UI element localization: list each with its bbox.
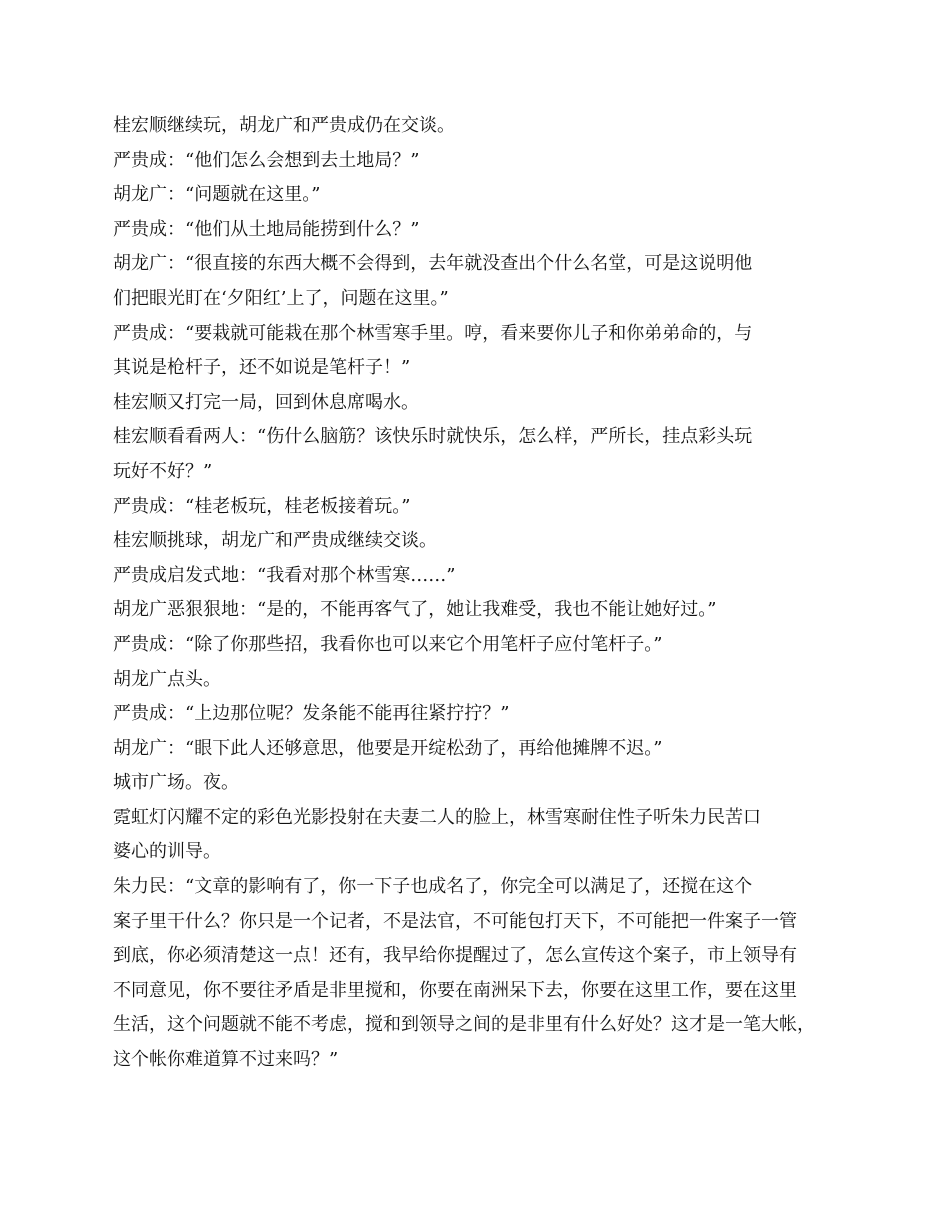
text-line: 桂宏顺又打完一局，回到休息席喝水。 — [113, 391, 419, 413]
text-line: 严贵成：“桂老板玩，桂老板接着玩。” — [113, 495, 411, 517]
text-line: 胡龙广：“很直接的东西大概不会得到，去年就没查出个什么名堂，可是这说明他 — [113, 253, 753, 275]
body-text — [113, 109, 838, 1078]
text-line: 桂宏顺挑球，胡龙广和严贵成继续交谈。 — [113, 530, 437, 552]
text-line: 玩好不好？” — [113, 460, 213, 482]
text-line: 胡龙广点头。 — [113, 668, 221, 690]
text-line: 城市广场。夜。 — [113, 772, 239, 794]
text-line: 生活，这个问题就不能不考虑，搅和到领导之间的是非里有什么好处？这才是一笔大帐， — [113, 1014, 815, 1036]
text-line: 婆心的训导。 — [113, 841, 221, 863]
text-line: 这个帐你难道算不过来吗？” — [113, 1049, 339, 1071]
text-line: 严贵成启发式地：“我看对那个林雪寒……” — [113, 564, 456, 586]
text-line: 胡龙广：“问题就在这里。” — [113, 184, 321, 206]
text-line: 其说是枪杆子，还不如说是笔杆子！” — [113, 357, 411, 379]
text-line: 严贵成：“除了你那些招，我看你也可以来它个用笔杆子应付笔杆子。” — [113, 633, 663, 655]
text-line: 朱力民：“文章的影响有了，你一下子也成名了，你完全可以满足了，还搅在这个 — [113, 876, 753, 898]
text-line: 桂宏顺继续玩，胡龙广和严贵成仍在交谈。 — [113, 115, 455, 136]
text-line: 不同意见，你不要往矛盾是非里搅和，你要在南洲呆下去，你要在这里工作，要在这里 — [113, 979, 797, 1001]
text-line: 胡龙广恶狠狠地：“是的，不能再客气了，她让我难受，我也不能让她好过。” — [113, 599, 717, 621]
text-line: 到底，你必须清楚这一点！还有，我早给你提醒过了，怎么宣传这个案子，市上领导有 — [113, 945, 797, 967]
text-line: 案子里干什么？你只是一个记者，不是法官，不可能包打天下，不可能把一件案子一管 — [113, 910, 797, 932]
text-line: 霓虹灯闪耀不定的彩色光影投射在夫妻二人的脸上，林雪寒耐住性子听朱力民苦口 — [113, 806, 761, 828]
text-line: 桂宏顺看看两人：“伤什么脑筋？该快乐时就快乐，怎么样，严所长，挂点彩头玩 — [113, 426, 753, 448]
text-line: 胡龙广：“眼下此人还够意思，他要是开绽松劲了，再给他摊牌不迟。” — [113, 737, 663, 759]
text-line: 严贵成：“要栽就可能栽在那个林雪寒手里。哼，看来要你儿子和你弟弟命的，与 — [113, 322, 753, 344]
text-line: 们把眼光盯在‘夕阳红’上了，问题在这里。” — [113, 287, 449, 309]
text-line: 严贵成：“他们从土地局能捞到什么？” — [113, 218, 420, 240]
text-line: 严贵成：“他们怎么会想到去土地局？” — [113, 149, 420, 171]
text-line: 严贵成：“上边那位呢？发条能不能再往紧拧拧？” — [113, 703, 510, 725]
